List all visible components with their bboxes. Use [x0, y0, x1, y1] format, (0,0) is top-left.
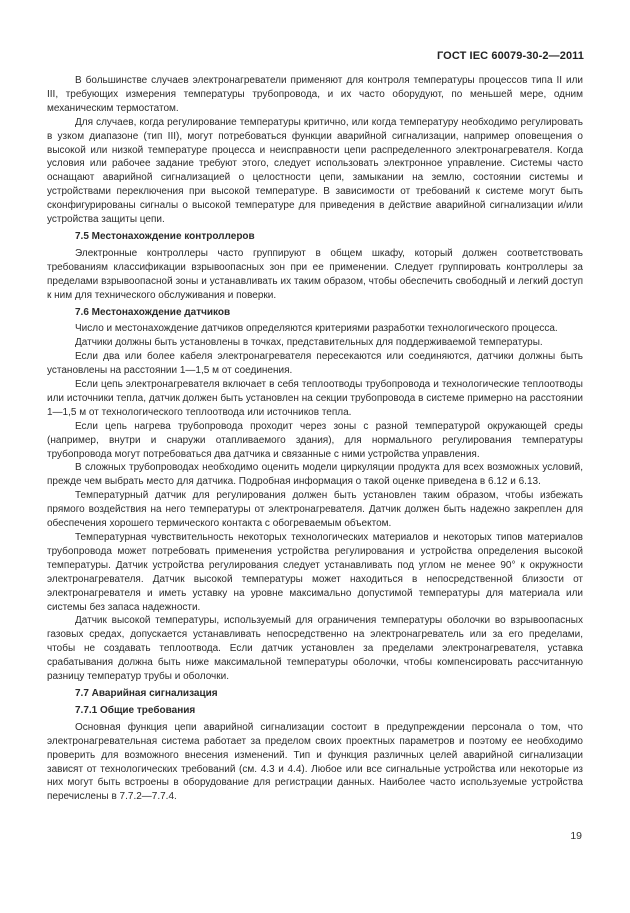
standard-header: ГОСТ IEC 60079-30-2—2011 — [436, 50, 584, 62]
paragraph: В большинстве случаев электронагреватели применяют для контроля температуры процессов типа II или III, требующих измерения температуры трубопровода, и их часто оборудуют, по меньшей мере, одним механическим термостатом. — [47, 75, 583, 114]
paragraph: Температурная чувствительность некоторых технологических материалов и некоторых типов материалов трубопровода может потребовать применения устройства регулирования и устройства определения высокой температуры. Датчик устройства регулирования следует устанавливать под углом не менее 90° к окружности электронагревателя. Датчик высокой температуры может находиться в непосредственной близости от электронагревателя и иметь уставку на уровне максимально допустимой температуры для материала или системы без запаса надежности. — [47, 532, 583, 613]
paragraph: Основная функция цепи аварийной сигнализации состоит в предупреждении персонала о том, что электронагревательная система работает за пределом своих проектных параметров и поэтому ее необходимо проверить для возможного внесения изменений. Тип и функция различных целей аварийной сигнализации зависят от технологических требований (см. 4.3 и 4.4). Любое или все сигнальные устройства или некоторые из них могут быть встроены в оборудование для регистрации данных. Наиболее часто используемые устройства перечислены в 7.7.2—7.7.4. — [47, 721, 583, 803]
paragraph: Число и местонахождение датчиков определяются критериями разработки технологического процесса. — [75, 323, 558, 335]
paragraph: Датчики должны быть установлены в точках, представительных для поддерживаемой температуры. — [75, 337, 543, 349]
paragraph: Если цепь электронагревателя включает в себя теплоотводы трубопровода и технологические теплоотводы или источники тепла, датчик должен быть установлен на секции трубопровода в системе примерно на расстоянии 1—1,5 м от технологического теплоотвода или источников тепла. — [47, 379, 583, 418]
paragraph: Электронные контроллеры часто группируют в общем шкафу, который должен соответствовать требованиям классификации взрывоопасных зон при ее применении. Следует группировать контроллеры за пределами взрывоопасной зоны и устанавливать их таким образом, чтобы обеспечить свободный и легкий доступ к ним для технического обслуживания и поверки. — [47, 247, 583, 301]
paragraph: Датчик высокой температуры, используемый для ограничения температуры оболочки во взрывоопасных газовых средах, допускается устанавливать непосредственно на электронагреватель или за его пределами, чтобы не создавать теплоотвода. Если датчик установлен за пределами электронагревателя, уставка срабатывания должна быть ниже максимальной температуры оболочки, чтобы компенсировать рассчитанную разницу температур трубы и оболочки. — [47, 615, 583, 683]
document-body — [47, 74, 583, 804]
paragraph: Если два или более кабеля электронагревателя пересекаются или соединяются, датчики должны быть установлены на расстоянии 1—1,5 м от соединения. — [47, 351, 583, 377]
paragraph: Для случаев, когда регулирование температуры критично, или когда температуру необходимо регулировать в узком диапазоне (тип III), могут потребоваться функции аварийной сигнализации, например оповещения о высокой или низкой температуре процесса и неисправности цепи распределенного электронагревателя. Когда условия или рабочее задание требуют этого, следует использовать электронное управление. Системы часто оснащают аварийной сигнализацией о целостности цепи, замыкании на землю, состоянии системы и устройствами переключения при высокой температуре. В зависимости от требований к системе могут быть сконфигурированы сигналы о высокой температуре для приведения в действие аварийной сигнализации и/или устройства защиты цепи. — [47, 116, 583, 226]
page-number: 19 — [570, 830, 582, 842]
paragraph: Если цепь нагрева трубопровода проходит через зоны с разной температурой окружающей среды (например, внутри и снаружи отапливаемого здания), для нормального регулирования температуры трубопровода могут потребоваться два датчика и связанные с ними устройства управления. — [47, 420, 583, 460]
paragraph: Температурный датчик для регулирования должен быть установлен таким образом, чтобы избежать прямого воздействия на него температуры от электронагревателя. Датчик должен быть надежно закреплен для обеспечения хорошего термического контакта с обогреваемым объектом. — [47, 490, 583, 530]
section-heading-7-7-1: 7.7.1 Общие требования — [75, 704, 196, 716]
section-heading-7-7: 7.7 Аварийная сигнализация — [75, 687, 218, 699]
paragraph: В сложных трубопроводах необходимо оценить модели циркуляции продукта для всех возможных условий, прежде чем выбрать место для датчика. Подробная информация о такой оценке приведена в 6.12 и 6.13. — [47, 462, 583, 488]
section-heading-7-6: 7.6 Местонахождение датчиков — [75, 306, 231, 318]
section-heading-7-5: 7.5 Местонахождение контроллеров — [75, 230, 255, 242]
